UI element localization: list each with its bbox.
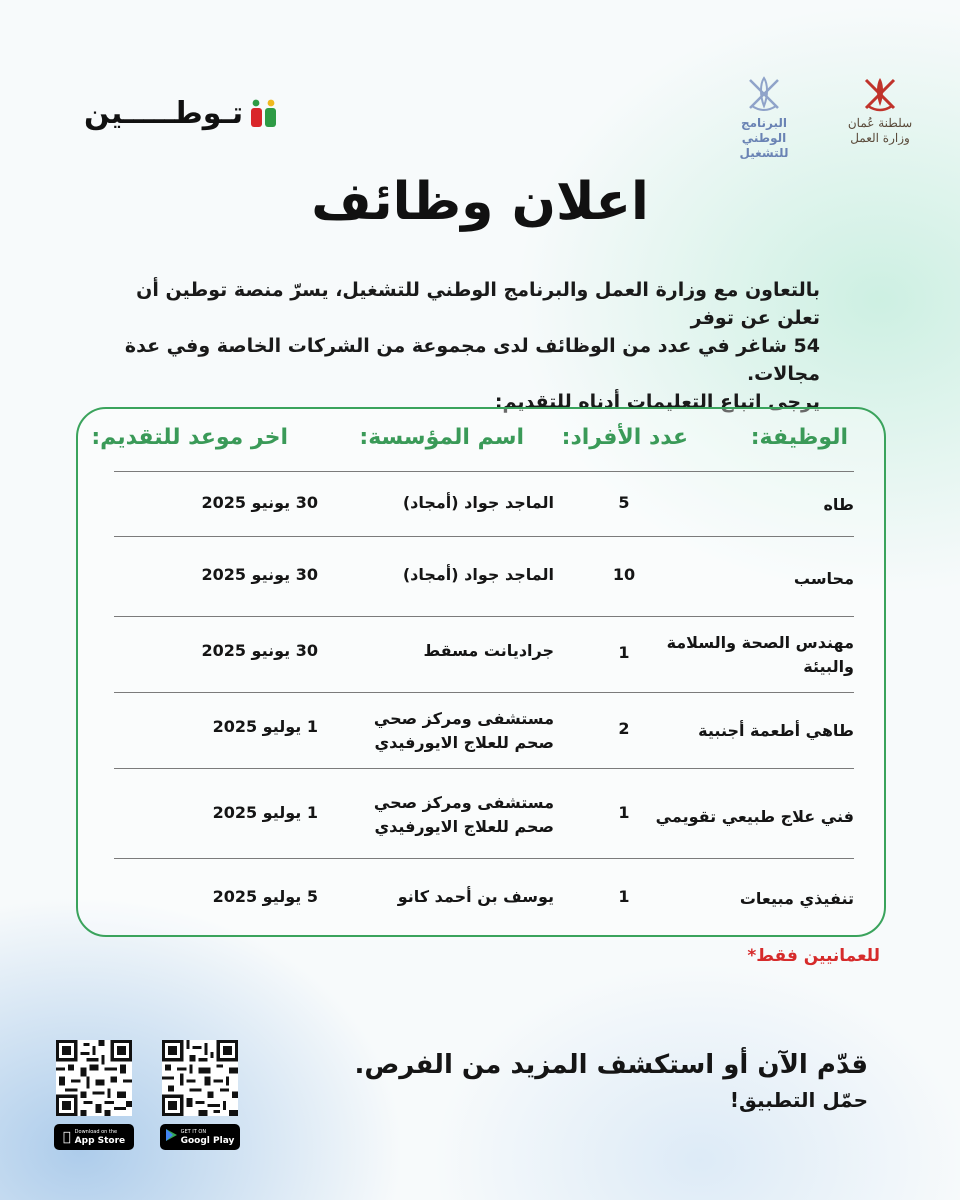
cell-count: 5 [618,493,630,512]
cell-job: محاسب [793,569,854,588]
row-divider [114,616,854,617]
cell-org: الماجد جواد (أمجاد) [402,493,554,512]
app-store-small-text: Download on the [70,1128,114,1135]
cell-deadline: 1 يوليو 2025 [212,717,318,736]
cell-org-line: مستشفى ومركز صحي [373,709,554,728]
row-divider [114,858,854,859]
page-title: اعلان وظائف [311,172,649,232]
cell-job-line: والبيئة [803,657,854,676]
nep-name-line-2: للتشغيل [739,146,789,160]
google-play-badge[interactable] [160,1124,240,1150]
brand-name: تـوطـــــين [84,96,244,131]
cell-deadline: 5 يوليو 2025 [212,887,318,906]
cell-deadline: 30 يونيو 2025 [201,641,318,660]
row-divider [114,692,854,693]
cell-count: 2 [618,719,630,738]
ministry-name-line-2: وزارة العمل [850,131,910,145]
cta-download-app: حمّل التطبيق! [729,1088,868,1112]
cta-headline: قدّم الآن أو استكشف المزيد من الفرص. [354,1050,868,1080]
cell-count: 10 [612,565,636,584]
intro-text [100,276,820,416]
cell-deadline: 1 يوليو 2025 [212,803,318,822]
ministry-name-line-1: سلطنة عُمان [847,116,913,130]
cell-org: جراديانت مسقط [423,641,554,660]
google-play-small-text: GET IT ON [180,1128,207,1135]
nep-name-line-1: البرنامج الوطني [740,116,788,145]
tawteen-logo [84,96,279,131]
oman-emblem-icon [858,72,902,116]
oman-emblem-outline-icon [742,72,786,116]
cell-job: تنفيذي مبيعات [739,889,854,908]
tawteen-mark-icon [249,99,279,129]
row-divider [114,768,854,769]
cell-count: 1 [618,803,630,822]
cell-count: 1 [618,887,630,906]
government-logos [720,72,924,161]
google-play-download[interactable] [160,1040,240,1150]
google-play-label: Googl Play [180,1135,235,1146]
call-to-action [354,1050,868,1112]
app-store-download[interactable] [54,1040,134,1150]
app-store-qr-code[interactable] [56,1040,132,1116]
apple-icon [63,1130,71,1145]
row-divider [114,536,854,537]
play-icon [166,1129,177,1145]
header-count: عدد الأفراد: [561,425,688,450]
intro-line: 54 شاغر في عدد من الوظائف لدى مجموعة من الشركات الخاصة وفي عدة مجالات. [124,335,820,385]
header-deadline: اخر موعد للتقديم: [91,425,288,450]
app-store-label: App Store [70,1135,122,1146]
header-job: الوظيفة: [750,425,848,450]
cell-job: فني علاج طبيعي تقويمي [655,807,854,826]
cell-org [344,707,554,755]
cell-org: الماجد جواد (أمجاد) [402,565,554,584]
row-divider [114,471,854,472]
cell-job-line: مهندس الصحة والسلامة [666,633,854,652]
cell-job [654,631,854,679]
cell-deadline: 30 يونيو 2025 [201,493,318,512]
cell-org-line: صحم للعلاج الايورفيدي [374,733,554,752]
cell-org-line: مستشفى ومركز صحي [373,793,554,812]
cell-job: طاهي أطعمة أجنبية [698,721,854,740]
cell-job: طاه [823,495,854,514]
ministry-of-labour-logo [836,72,924,161]
national-employment-program-logo [720,72,808,161]
jobs-table [76,407,886,937]
cell-deadline: 30 يونيو 2025 [201,565,318,584]
app-store-badge[interactable] [54,1124,134,1150]
header-org: اسم المؤسسة: [359,425,524,450]
intro-line: بالتعاون مع وزارة العمل والبرنامج الوطني للتشغيل، يسرّ منصة توطين أن تعلن عن توفر [136,279,820,329]
cell-org-line: صحم للعلاج الايورفيدي [374,817,554,836]
cell-count: 1 [618,643,630,662]
omanis-only-note: للعمانيين فقط* [747,946,880,966]
cell-org [344,791,554,839]
cell-org: يوسف بن أحمد كانو [397,887,554,906]
google-play-qr-code[interactable] [162,1040,238,1116]
intro-line: يرجى اتباع التعليمات أدناه للتقديم: [494,391,820,413]
